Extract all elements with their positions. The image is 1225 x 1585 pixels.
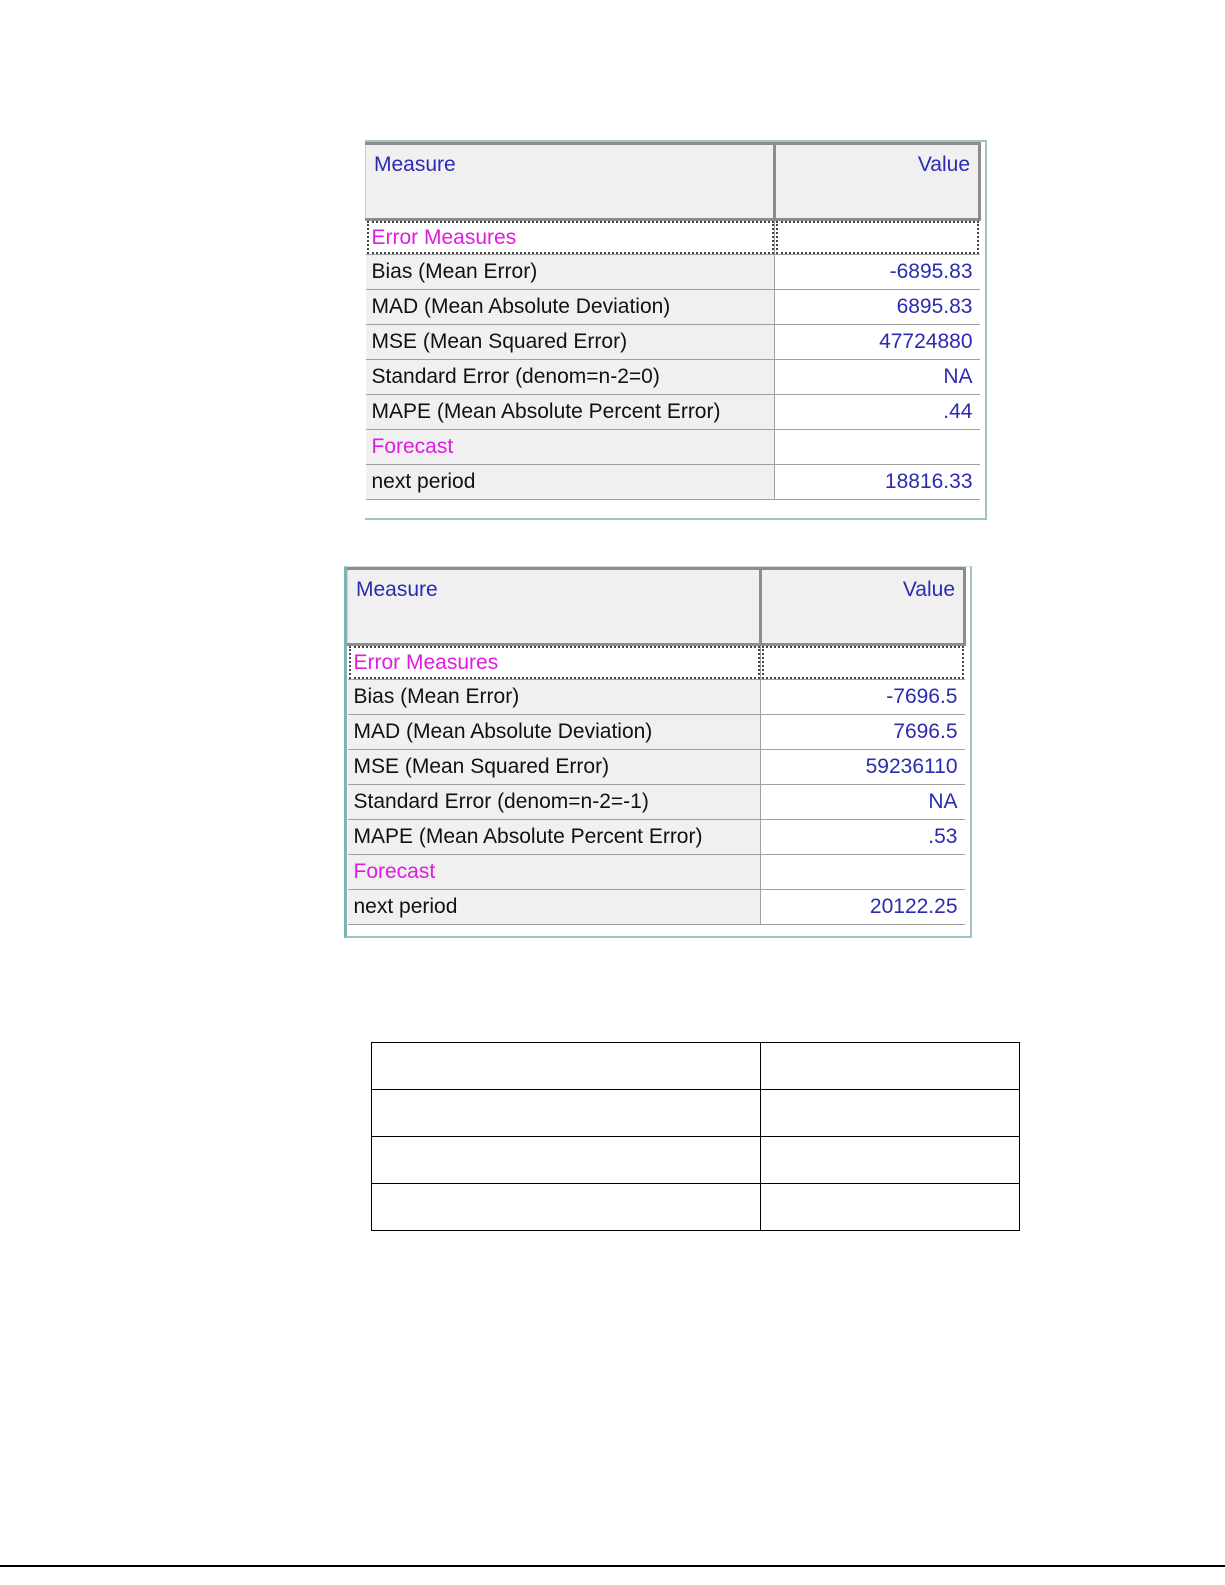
empty-cell[interactable] <box>761 1090 1020 1137</box>
table-row <box>372 1184 1020 1231</box>
header-row <box>366 144 980 220</box>
row-value[interactable]: 18816.33 <box>775 465 980 500</box>
table-row[interactable] <box>366 360 980 395</box>
row-value[interactable]: -7696.5 <box>761 680 965 715</box>
table-row[interactable] <box>348 890 965 925</box>
row-label[interactable]: next period <box>348 890 761 925</box>
row-value[interactable]: 59236110 <box>761 750 965 785</box>
table-row[interactable] <box>366 465 980 500</box>
results-grid-1 <box>365 140 987 520</box>
row-label[interactable]: Error Measures <box>348 645 761 680</box>
row-label[interactable]: Standard Error (denom=n-2=-1) <box>348 785 761 820</box>
row-label[interactable]: Bias (Mean Error) <box>366 255 775 290</box>
row-value[interactable]: 47724880 <box>775 325 980 360</box>
row-label[interactable]: MAPE (Mean Absolute Percent Error) <box>366 395 775 430</box>
row-value[interactable] <box>761 855 965 890</box>
empty-cell[interactable] <box>372 1043 761 1090</box>
table-row[interactable] <box>348 820 965 855</box>
table-row[interactable] <box>366 290 980 325</box>
table-row[interactable] <box>348 715 965 750</box>
table-row[interactable] <box>366 255 980 290</box>
value-column-header[interactable]: Value <box>761 569 965 645</box>
row-label[interactable]: Standard Error (denom=n-2=0) <box>366 360 775 395</box>
page-bottom-rule <box>0 1565 1225 1567</box>
value-column-header[interactable]: Value <box>775 144 980 220</box>
empty-answer-table <box>371 1042 1020 1231</box>
table-row[interactable] <box>366 395 980 430</box>
table-row[interactable] <box>348 680 965 715</box>
table-row[interactable] <box>366 325 980 360</box>
section-row-error-measures[interactable] <box>366 220 980 255</box>
row-value[interactable]: .53 <box>761 820 965 855</box>
empty-cell[interactable] <box>372 1184 761 1231</box>
empty-cell[interactable] <box>372 1090 761 1137</box>
section-row-error-measures[interactable] <box>348 645 965 680</box>
measure-column-header[interactable]: Measure <box>348 569 761 645</box>
empty-cell[interactable] <box>761 1043 1020 1090</box>
row-value[interactable] <box>775 430 980 465</box>
section-row-forecast[interactable] <box>348 855 965 890</box>
row-label[interactable]: Error Measures <box>366 220 775 255</box>
empty-cell[interactable] <box>761 1184 1020 1231</box>
table-row[interactable] <box>348 785 965 820</box>
row-label[interactable]: MSE (Mean Squared Error) <box>366 325 775 360</box>
table-row <box>372 1043 1020 1090</box>
row-label[interactable]: MAPE (Mean Absolute Percent Error) <box>348 820 761 855</box>
table-row <box>372 1090 1020 1137</box>
header-row <box>348 569 965 645</box>
row-label[interactable]: Forecast <box>366 430 775 465</box>
empty-cell[interactable] <box>761 1137 1020 1184</box>
table-row[interactable] <box>348 750 965 785</box>
row-label[interactable]: MAD (Mean Absolute Deviation) <box>348 715 761 750</box>
row-value[interactable] <box>761 645 965 680</box>
results-grid-2 <box>344 566 972 938</box>
row-value[interactable]: 20122.25 <box>761 890 965 925</box>
row-label[interactable]: MAD (Mean Absolute Deviation) <box>366 290 775 325</box>
measure-column-header[interactable]: Measure <box>366 144 775 220</box>
table-row <box>372 1137 1020 1184</box>
row-value[interactable] <box>775 220 980 255</box>
row-label[interactable]: next period <box>366 465 775 500</box>
row-value[interactable]: 7696.5 <box>761 715 965 750</box>
row-value[interactable]: -6895.83 <box>775 255 980 290</box>
empty-cell[interactable] <box>372 1137 761 1184</box>
row-value[interactable]: 6895.83 <box>775 290 980 325</box>
row-value[interactable]: NA <box>761 785 965 820</box>
section-row-forecast[interactable] <box>366 430 980 465</box>
results-table <box>365 142 981 500</box>
row-label[interactable]: MSE (Mean Squared Error) <box>348 750 761 785</box>
results-table <box>347 567 966 925</box>
row-label[interactable]: Bias (Mean Error) <box>348 680 761 715</box>
row-value[interactable]: .44 <box>775 395 980 430</box>
row-value[interactable]: NA <box>775 360 980 395</box>
row-label[interactable]: Forecast <box>348 855 761 890</box>
